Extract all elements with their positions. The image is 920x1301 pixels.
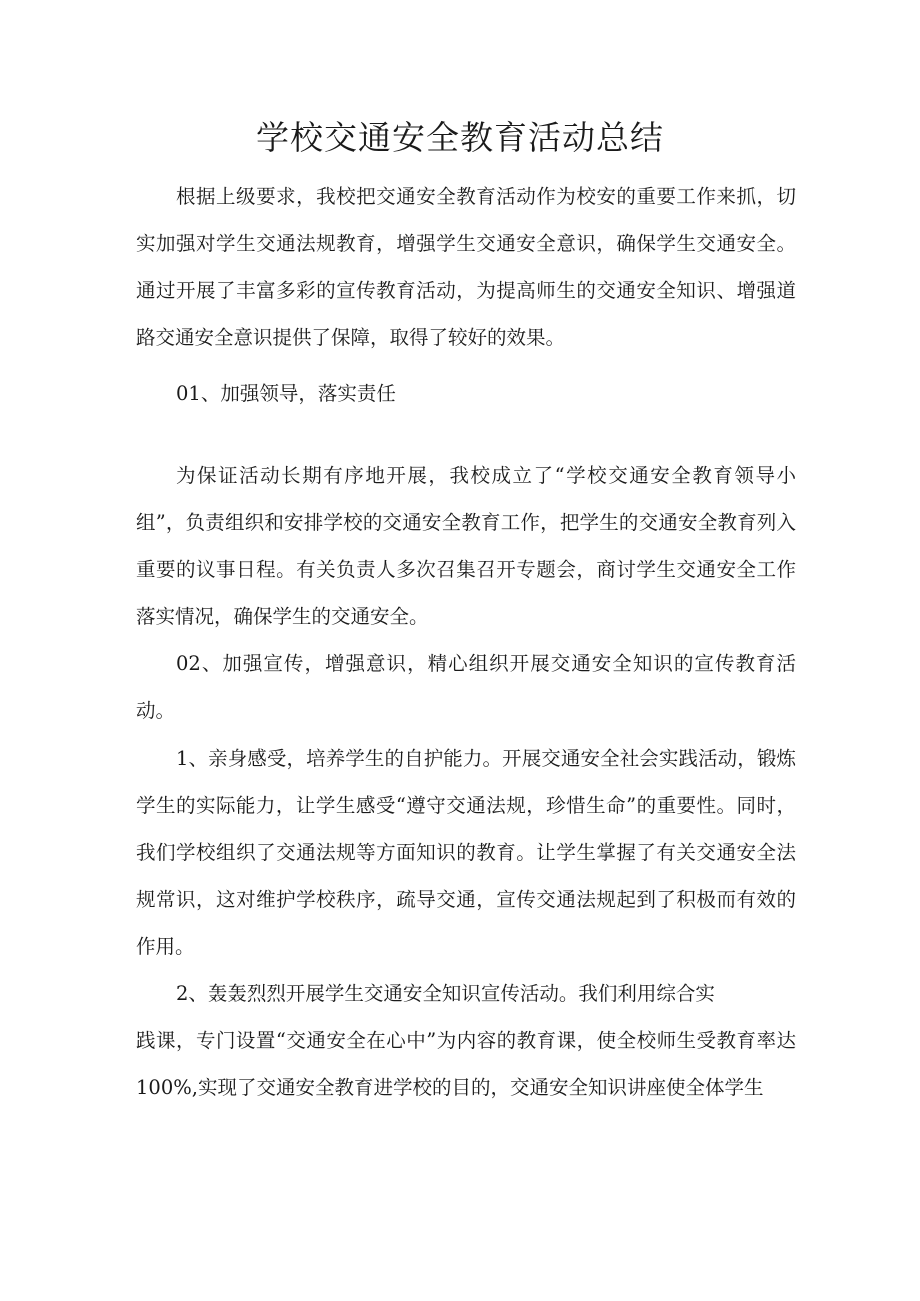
intro-paragraph: 根据上级要求，我校把交通安全教育活动作为校安的重要工作来抓，切实加强对学生交通法规教育，增强学生交通安全意识，确保学生交通安全。通过开展了丰富多彩的宣传教育活动，为提高师生的交通安全知识、增强道路交通安全意识提供了保障，取得了较好的效果。	[136, 185, 796, 349]
item-2-first-line: 2、轰轰烈烈开展学生交通安全知识宣传活动。我们利用综合实	[176, 982, 715, 1005]
section-01-paragraph: 为保证活动长期有序地开展，我校成立了“学校交通安全教育领导小组”，负责组织和安排学校的交通安全教育工作，把学生的交通安全教育列入重要的议事日程。有关负责人多次召集召开专题会，商讨学生交通安全工作落实情况，确保学生的交通安全。	[136, 464, 796, 628]
item-1-paragraph: 1、亲身感受，培养学生的自护能力。开展交通安全社会实践活动，锻炼学生的实际能力，让学生感受“遵守交通法规，珍惜生命”的重要性。同时，我们学校组织了交通法规等方面知识的教育。让学生掌握了有关交通安全法规常识，这对维护学校秩序，疏导交通，宣传交通法规起到了积极而有效的作用。	[136, 747, 796, 958]
section-heading-01: 01、加强领导，落实责任	[176, 382, 396, 405]
item-2-continuation: 践课，专门设置“交通安全在心中”为内容的教育课，使全校师生受教育率达 100%,实现了交通安全教育进学校的目的，交通安全知识讲座使全体学生	[136, 1029, 796, 1099]
section-heading-02: 02、加强宣传，增强意识，精心组织开展交通安全知识的宣传教育活动。	[136, 652, 796, 722]
document-title: 学校交通安全教育活动总结	[256, 118, 664, 157]
